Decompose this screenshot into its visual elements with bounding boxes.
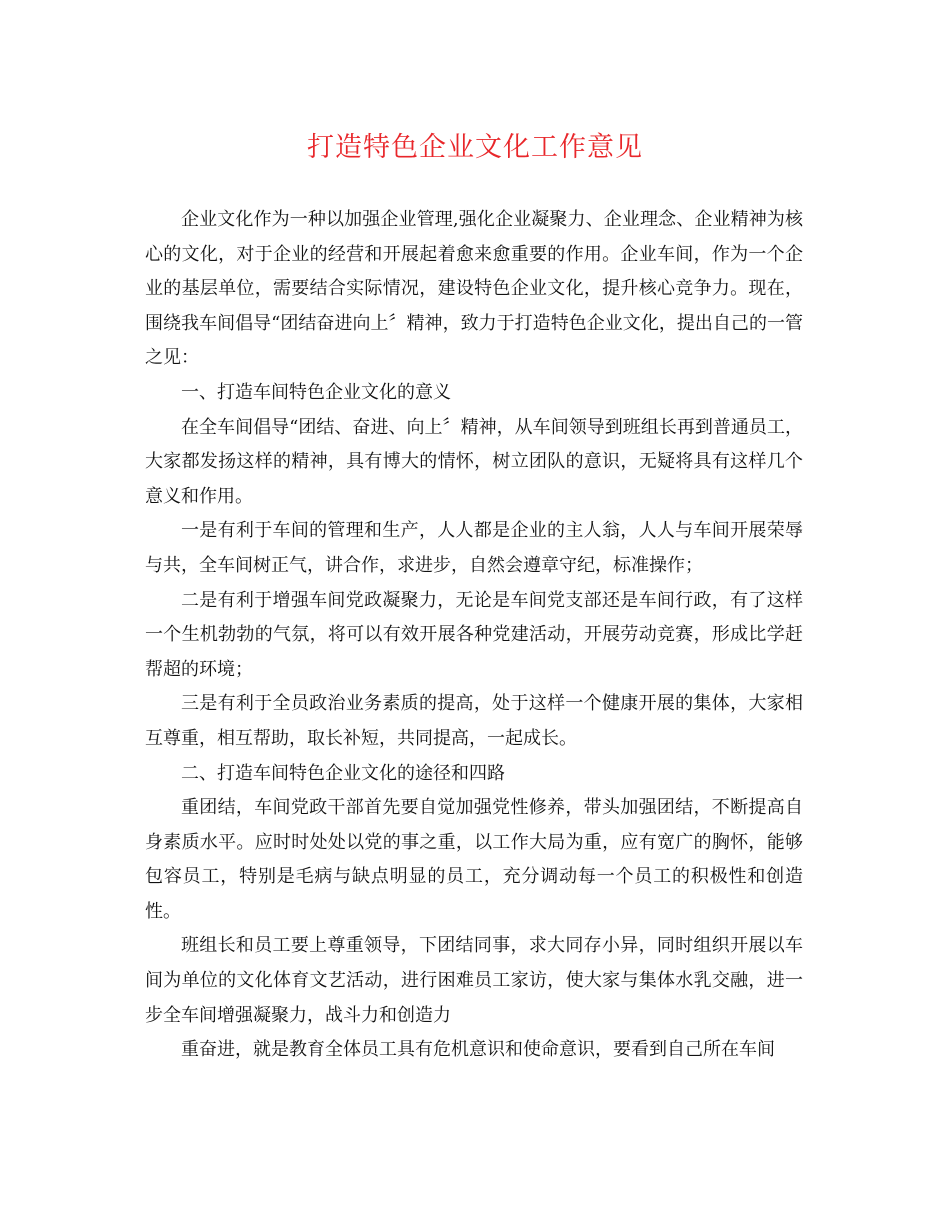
- paragraph: 重奋进，就是教育全体员工具有危机意识和使命意识，要看到自己所在车间: [181, 1039, 775, 1061]
- paragraph-intro: 企业文化作为一种以加强企业管理,强化企业凝聚力、企业理念、企业精神为核心的文化，对于企业的经营和开展起着愈来愈重要的作用。企业车间，作为一个企业的基层单位，需要结合实际情况，建设特色企业文化，提升核心竞争力。现在，围绕我车间倡导“团结奋进向上〞精神，致力于打造特色企业文化，提出自己的一管之见：: [145, 209, 803, 369]
- section-heading-1: 一、打造车间特色企业文化的意义: [181, 381, 451, 403]
- paragraph: 重团结，车间党政干部首先要自觉加强党性修养，带头加强团结，不断提高自身素质水平。应时时处处以党的事之重，以工作大局为重，应有宽广的胸怀，能够包容员工，特别是毛病与缺点明显的员工，充分调动每一个员工的积极性和创造性。: [145, 797, 803, 922]
- section-heading-2: 二、打造车间特色企业文化的途径和四路: [181, 762, 505, 784]
- paragraph: 在全车间倡导“团结、奋进、向上〞精神，从车间领导到班组长再到普通员工，大家都发扬这样的精神，具有博大的情怀，树立团队的意识，无疑将具有这样几个意义和作用。: [145, 416, 803, 507]
- document-body: [145, 203, 803, 1068]
- paragraph: 班组长和员工要上尊重领导，下团结同事，求大同存小异，同时组织开展以车间为单位的文化体育文艺活动，进行困难员工家访，使大家与集体水乳交融，进一步全车间增强凝聚力，战斗力和创造力: [145, 935, 803, 1026]
- paragraph: 二是有利于增强车间党政凝聚力，无论是车间党支部还是车间行政，有了这样一个生机勃勃的气氛，将可以有效开展各种党建活动，开展劳动竞赛，形成比学赶帮超的环境；: [145, 589, 803, 680]
- paragraph: 一是有利于车间的管理和生产，人人都是企业的主人翁，人人与车间开展荣辱与共，全车间树正气，讲合作，求进步，自然会遵章守纪，标准操作；: [145, 520, 803, 576]
- document-title: 打造特色企业文化工作意见: [307, 132, 643, 163]
- paragraph: 三是有利于全员政治业务素质的提高，处于这样一个健康开展的集体，大家相互尊重，相互帮助，取长补短，共同提高，一起成长。: [145, 693, 803, 749]
